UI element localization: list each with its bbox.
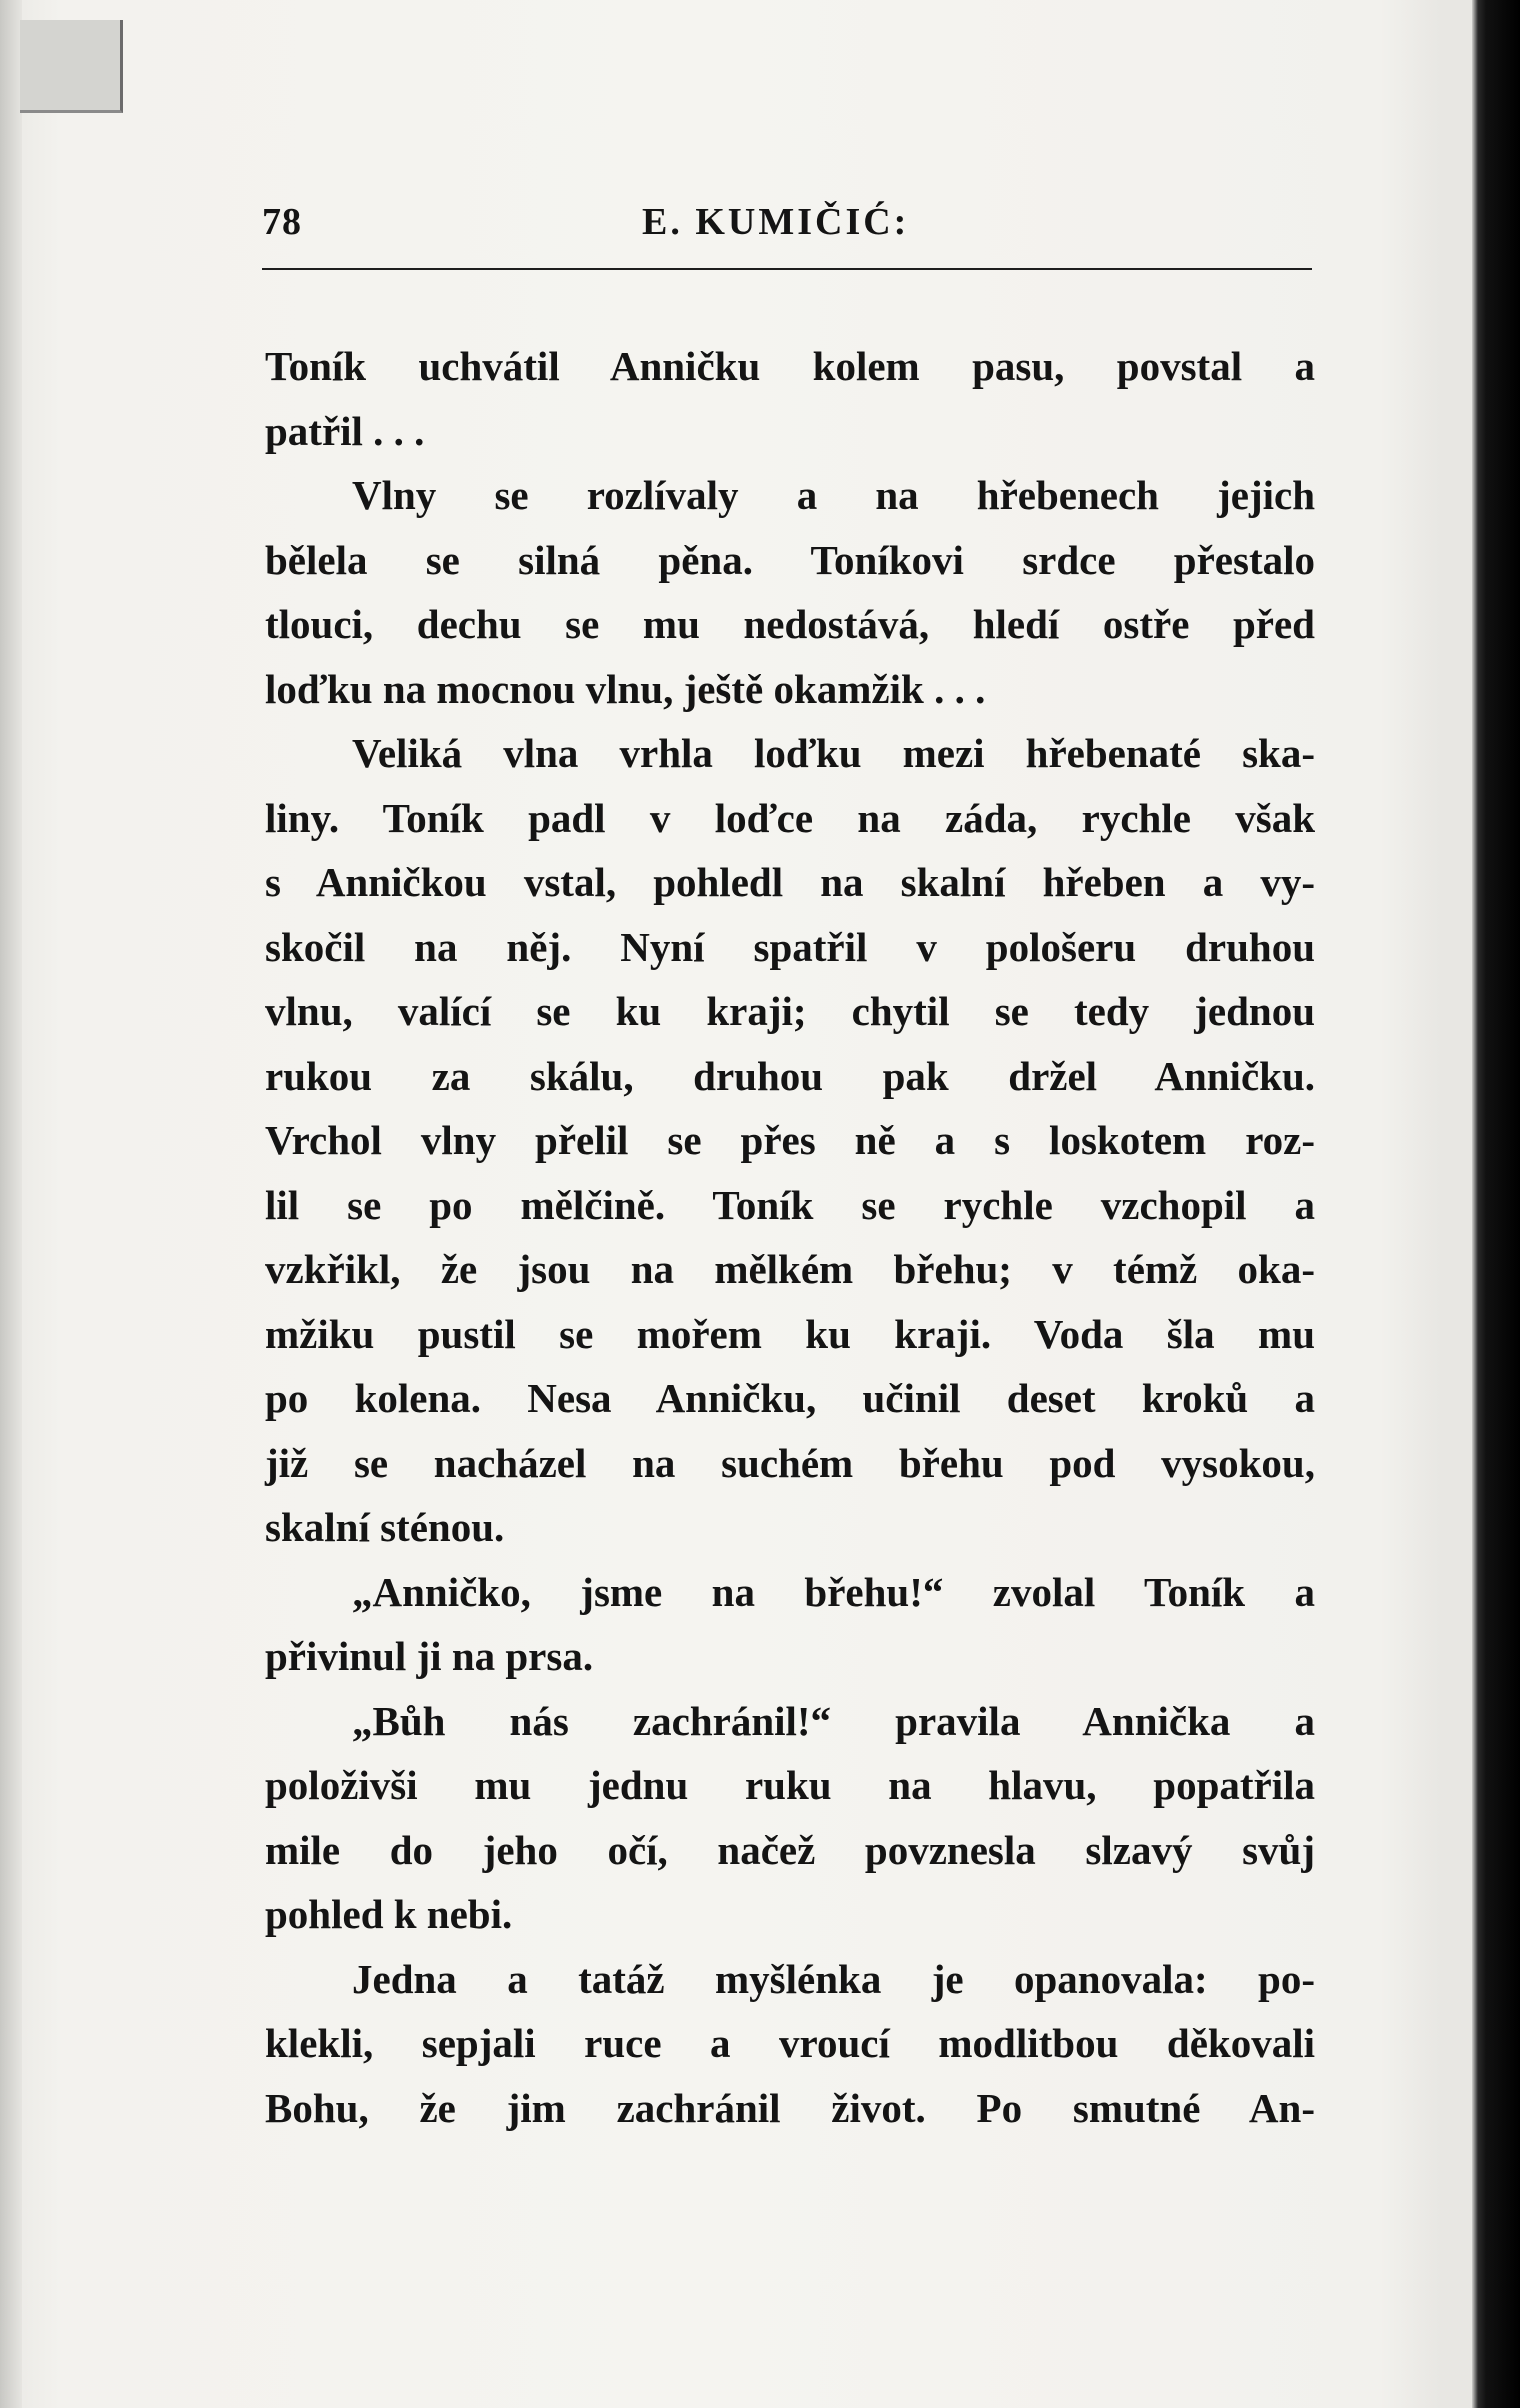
scan-left-edge [0,0,22,2408]
text-line: skalní sténou. [265,1504,505,1550]
text-line: Toník uchvátil Anničku kolem pasu, povstal a [265,343,1315,389]
text-line: lil se po mělčině. Toník se rychle vzchopil a [265,1181,1315,1228]
text-line: rukou za skálu, druhou pak držel Anničku. [265,1052,1315,1099]
text-line: po kolena. Nesa Anničku, učinil deset kroků a [265,1375,1315,1421]
text-line: vzkřikl, že jsou na mělkém břehu; v témž oka- [265,1246,1315,1292]
text-line: s Anničkou vstal, pohledl na skalní hřeben a vy- [265,859,1315,905]
running-head: E. KUMIČIĆ: [642,201,910,243]
text-line: patřil . . . [265,407,425,454]
text-line: pohled k nebi. [265,1891,513,1937]
text-line: „Bůh nás zachránil!“ pravila Annička a [352,1697,1315,1744]
text-line: vlnu, valící se ku kraji; chytil se tedy jednou [265,988,1315,1034]
text-line: mžiku pustil se mořem ku kraji. Voda šla mu [265,1310,1315,1357]
page-header [262,200,1310,264]
header-rule [262,268,1312,270]
text-line: „Anničko, jsme na břehu!“ zvolal Toník a [352,1568,1315,1615]
text-line: Vrchol vlny přelil se přes ně a s loskotem roz- [265,1117,1315,1163]
text-line: Veliká vlna vrhla loďku mezi hřebenaté ska- [352,730,1315,776]
text-line: již se nacházel na suchém břehu pod vysokou, [265,1439,1315,1486]
body-text [265,334,1315,2140]
scan-corner-mark [20,20,123,113]
text-line: položivši mu jednu ruku na hlavu, popatřila [265,1762,1315,1808]
page-number: 78 [262,201,302,243]
text-line: přivinul ji na prsa. [265,1633,594,1679]
text-line: Bohu, že jim zachránil život. Po smutné An- [265,2084,1315,2131]
text-line: Jedna a tatáž myšlénka je opanovala: po- [352,1955,1315,2002]
text-line: mile do jeho očí, načež povznesla slzavý svůj [265,1826,1315,1873]
scan-right-edge [1472,0,1520,2408]
text-line: klekli, sepjali ruce a vroucí modlitbou děkovali [265,2020,1315,2066]
text-line: tlouci, dechu se mu nedostává, hledí ostře před [265,601,1315,647]
text-line: loďku na mocnou vlnu, ještě okamžik . . . [265,665,986,712]
text-line: skočil na něj. Nyní spatřil v pološeru druhou [265,923,1315,970]
text-line: liny. Toník padl v loďce na záda, rychle však [265,794,1315,841]
text-line: bělela se silná pěna. Toníkovi srdce přestalo [265,536,1315,583]
text-line: Vlny se rozlívaly a na hřebenech jejich [352,472,1315,518]
